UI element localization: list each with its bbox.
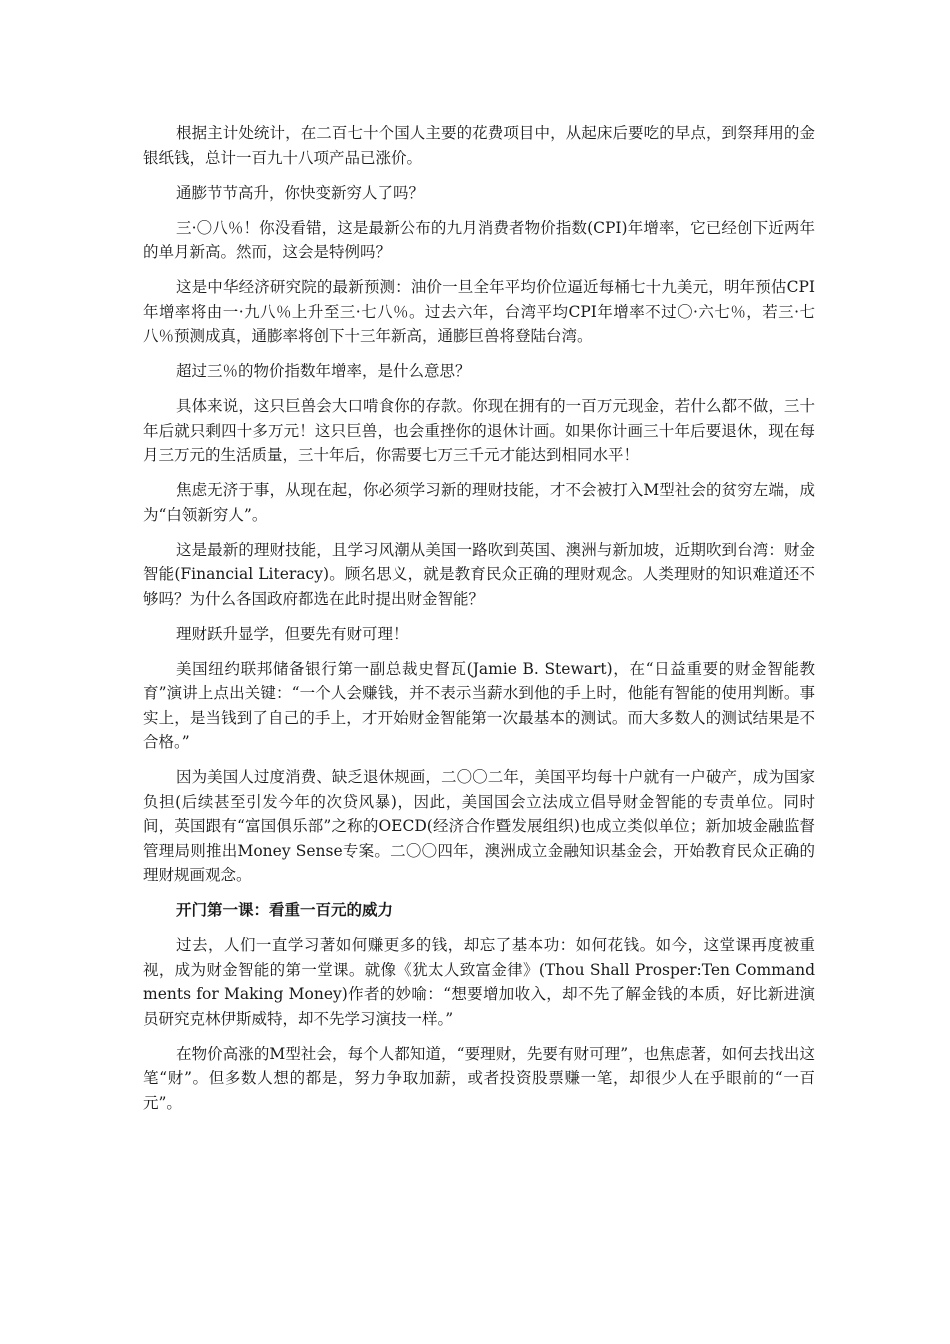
paragraph: 根据主计处统计，在二百七十个国人主要的花费项目中，从起床后要吃的早点，到祭拜用的金银纸钱，总计一百九十八项产品已涨价。 bbox=[143, 124, 815, 167]
section-heading: 开门第一课：看重一百元的威力 bbox=[176, 900, 394, 919]
paragraph: 三·〇八％！你没看错，这是最新公布的九月消费者物价指数(CPI)年增率，它已经创下近两年的单月新高。然而，这会是特例吗？ bbox=[143, 218, 815, 261]
paragraph: 这是最新的理财技能，且学习风潮从美国一路吹到英国、澳洲与新加坡，近期吹到台湾：财金智能(Financial Literacy)。顾名思义，就是教育民众正确的理财观念。人类理财的知识难道还不够吗？为什么各国政府都选在此时提出财金智能？ bbox=[143, 540, 815, 608]
paragraph: 理财跃升显学，但要先有财可理！ bbox=[176, 624, 409, 643]
paragraph: 超过三％的物价指数年增率，是什么意思？ bbox=[176, 362, 471, 380]
paragraph: 具体来说，这只巨兽会大口啃食你的存款。你现在拥有的一百万元现金，若什么都不做，三十年后就只剩四十多万元！这只巨兽，也会重挫你的退休计画。如果你计画三十年后要退休，现在每月三万元的生活质量，三十年后，你需要七万三千元才能达到相同水平！ bbox=[143, 397, 815, 464]
paragraph: 焦虑无济于事，从现在起，你必须学习新的理财技能，才不会被打入M型社会的贫穷左端，成为“白领新穷人”。 bbox=[143, 481, 815, 524]
paragraph: 在物价高涨的M型社会，每个人都知道，“要理财，先要有财可理”，也焦虑著，如何去找出这笔“财”。但多数人想的都是，努力争取加薪，或者投资股票赚一笔，却很少人在乎眼前的“一百元”。 bbox=[143, 1044, 815, 1112]
paragraph: 这是中华经济研究院的最新预测：油价一旦全年平均价位逼近每桶七十九美元，明年预估CPI年增率将由一·九八％上升至三·七八％。过去六年，台湾平均CPI年增率不过〇·六七％，若三·七八％预测成真，通膨率将创下十三年新高，通膨巨兽将登陆台湾。 bbox=[143, 278, 815, 345]
document-body bbox=[143, 121, 815, 1126]
paragraph: 过去，人们一直学习著如何赚更多的钱，却忘了基本功：如何花钱。如今，这堂课再度被重视，成为财金智能的第一堂课。就像《犹太人致富金律》(Thou Shall Prosper:Ten Commandments for Making Money)作者的妙喻：“想要增加收入，却不先了解金钱的本质，好比新进演员研究克林伊斯威特，却不先学习演技一样。” bbox=[143, 936, 815, 1028]
paragraph: 美国纽约联邦储备银行第一副总裁史督瓦(Jamie B. Stewart)，在“日益重要的财金智能教育”演讲上点出关键：“一个人会赚钱，并不表示当薪水到他的手上时，他能有智能的使用判断。事实上，是当钱到了自己的手上，才开始财金智能第一次最基本的测试。而大多数人的测试结果是不合格。” bbox=[143, 659, 815, 751]
paragraph: 通膨节节高升，你快变新穷人了吗？ bbox=[176, 183, 425, 202]
paragraph: 因为美国人过度消费、缺乏退休规画，二〇〇二年，美国平均每十户就有一户破产，成为国家负担(后续甚至引发今年的次贷风暴)，因此，美国国会立法成立倡导财金智能的专责单位。同时间，英国跟有“富国俱乐部”之称的OECD(经济合作暨发展组织)也成立类似单位；新加坡金融监督管理局则推出Money Sense专案。二〇〇四年，澳洲成立金融知识基金会，开始教育民众正确的理财规画观念。 bbox=[143, 768, 815, 884]
